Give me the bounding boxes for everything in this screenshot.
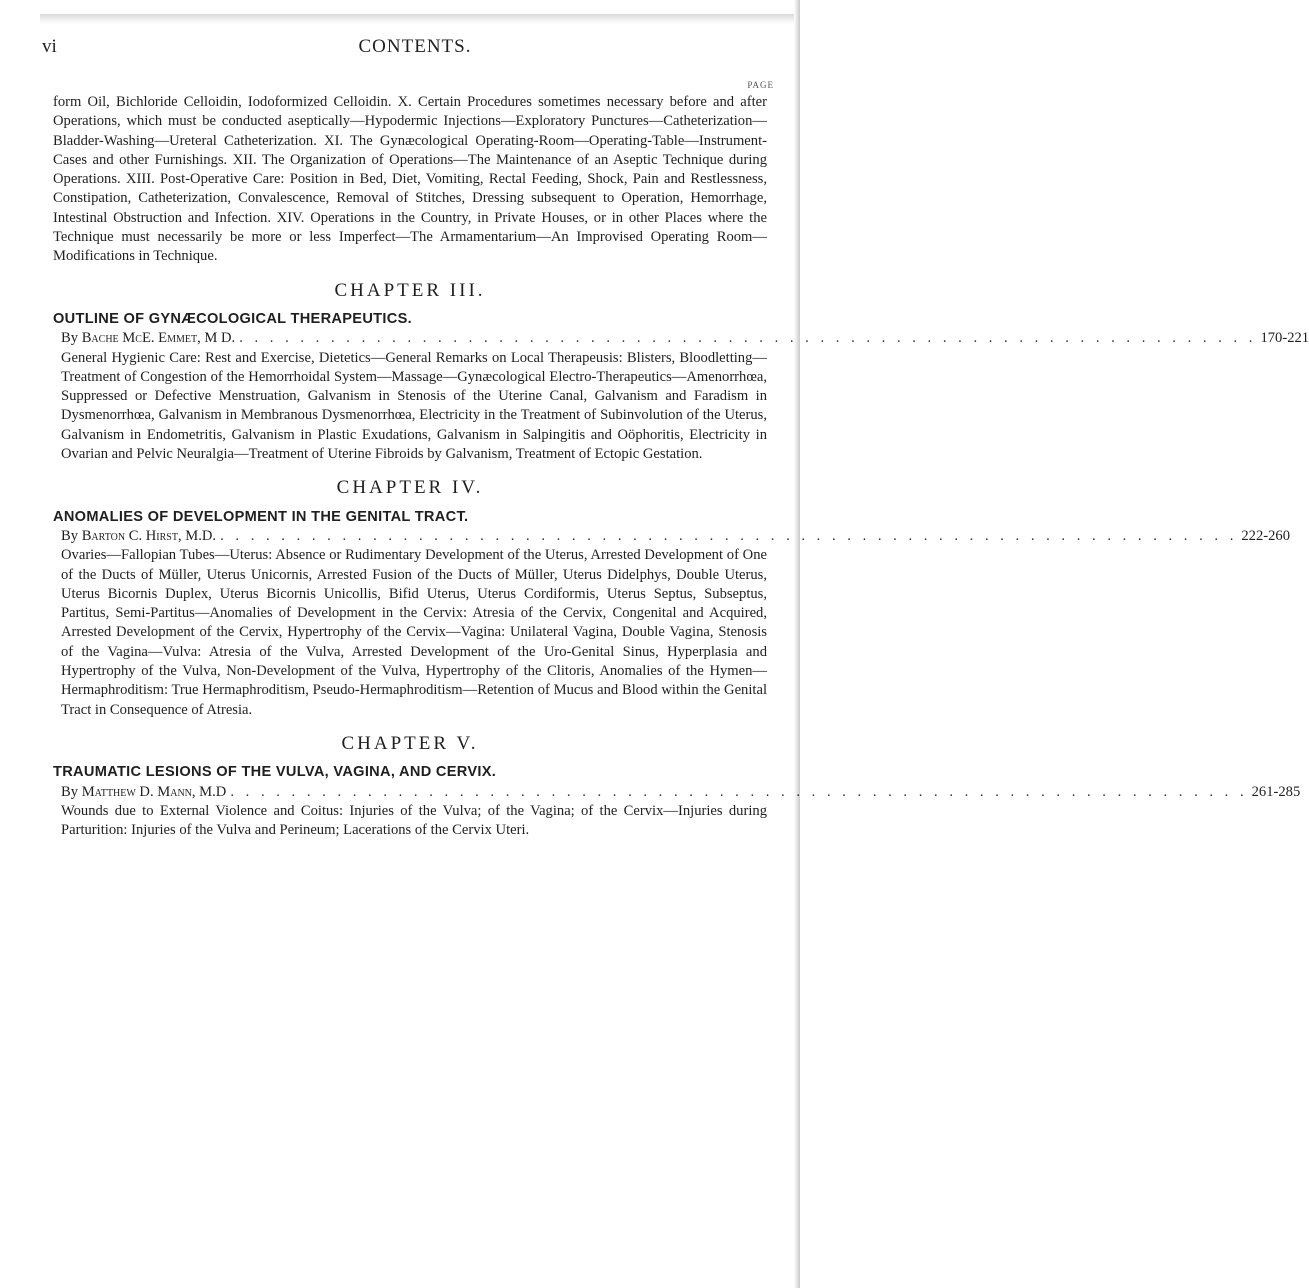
chapter-pages: 222-260 — [1241, 527, 1290, 544]
page-top-edge — [40, 14, 800, 24]
chapter-heading: CHAPTER III. — [334, 279, 486, 301]
leader-dots: . . . . . . . . . . . . . . . . . . . . . . . . . . . . . . . . . . . . . . . . . . . . . . . . . . . . . . . . . . . . . . . . . . . — [239, 330, 1257, 347]
chapter-author: Matthew D. Mann, M.D — [81, 783, 227, 800]
page-right-edge — [794, 0, 800, 1288]
leader-dots: . . . . . . . . . . . . . . . . . . . . . . . . . . . . . . . . . . . . . . . . . . . . . . . . . . . . . . . . . . . . . . . . . . . — [220, 527, 1238, 544]
leader-dots: . . . . . . . . . . . . . . . . . . . . . . . . . . . . . . . . . . . . . . . . . . . . . . . . . . . . . . . . . . . . . . . . . . . — [230, 783, 1248, 800]
byline-by: By — [61, 330, 79, 347]
chapter-3 — [53, 279, 1309, 465]
chapter-summary: Wounds due to External Violence and Coitus: Injuries of the Vulva; of the Vagina; of the Cervix—Injuries during Parturition: Injuries of the Vulva and Perineum; Lacerations of the Cervix Uteri. — [61, 802, 767, 839]
chapter-byline — [53, 783, 1301, 802]
chapter-title: ANOMALIES OF DEVELOPMENT IN THE GENITAL TRACT. — [53, 508, 469, 525]
byline-by: By — [61, 527, 79, 544]
page-number: vi — [42, 36, 57, 57]
chapter-pages: 170-221 — [1260, 330, 1309, 347]
chapter-author: Barton C. Hirst, M.D. — [81, 527, 217, 544]
chapter-4 — [53, 477, 1290, 720]
chapter-pages: 261-285 — [1251, 783, 1301, 800]
running-title: CONTENTS. — [358, 36, 472, 57]
chapter-author: Bache McE. Emmet, M D. — [81, 330, 236, 347]
chapter-heading: CHAPTER V. — [341, 732, 479, 754]
chapter-byline — [53, 329, 1309, 348]
chapter-5 — [53, 732, 1301, 840]
chapter-title: OUTLINE OF GYNÆCOLOGICAL THERAPEUTICS. — [53, 310, 412, 327]
contents-body — [53, 93, 1309, 840]
page-column-label: PAGE — [747, 80, 774, 90]
chapter-summary: Ovaries—Fallopian Tubes—Uterus: Absence or Rudimentary Development of the Uterus, Arrested Development of One of the Ducts of Müller, Uterus Unicornis, Arrested Fusion of the Ducts of Müller, Uterus Didelphys, Double Uterus, Uterus Bicornis Duplex, Uterus Bicornis Unicollis, Bifid Uterus, Uterus Cordiformis, Uterus Septus, Subseptus, Partitus, Semi-Partitus—Anomalies of Development in the Cervix: Atresia of the Cervix, Congenital and Acquired, Arrested Development of the Cervix, Hypertrophy of the Cervix—Vagina: Unilateral Vagina, Double Vagina, Stenosis of the Vagina—Vulva: Atresia of the Vulva, Arrested Development of the Uro-Genital Sinus, Hyperplasia and Hypertrophy of the Vulva, Non-Development of the Vulva, Hypertrophy of the Clitoris, Anomalies of the Hymen—Hermaphroditism: True Hermaphroditism, Pseudo-Hermaphroditism—Retention of Mucus and Blood within the Genital Tract in Consequence of Atresia. — [61, 547, 767, 718]
chapter-byline — [53, 527, 1290, 546]
chapter-heading: CHAPTER IV. — [336, 477, 484, 499]
page-header — [42, 36, 788, 66]
byline-by: By — [61, 783, 79, 800]
intro-paragraph: form Oil, Bichloride Celloidin, Iodoformized Celloidin. X. Certain Procedures sometimes necessary before and after Operations, which must be conducted aseptically—Hypodermic Injections—Exploratory Punctures—Catheterization—Bladder-Washing—Ureteral Catheterization. XI. The Gynæcological Operating-Room—Operating-Table—Instrument-Cases and other Furnishings. XII. The Organization of Operations—The Maintenance of an Aseptic Technique during Operations. XIII. Post-Operative Care: Position in Bed, Diet, Vomiting, Rectal Feeding, Shock, Pain and Restlessness, Constipation, Catheterization, Convalescence, Removal of Stitches, Dressing subsequent to Operation, Hemorrhage, Intestinal Obstruction and Infection. XIV. Operations in the Country, in Private Houses, or in other Places where the Technique must necessarily be more or less Imperfect—The Armamentarium—An Improvised Operating Room—Modifications in Technique. — [53, 94, 767, 265]
chapter-summary: General Hygienic Care: Rest and Exercise, Dietetics—General Remarks on Local Therapeusis: Blisters, Bloodletting—Treatment of Congestion of the Hemorrhoidal System—Massage—Gynæcological Electro-Therapeutics—Amenorrhœa, Suppressed or Defective Menstruation, Galvanism in Stenosis of the Uterine Canal, Galvanism and Faradism in Dysmenorrhœa, Galvanism in Membranous Dysmenorrhœa, Electricity in the Treatment of Subinvolution of the Uterus, Galvanism in Endometritis, Galvanism in Plastic Exudations, Galvanism in Salpingitis and Oöphoritis, Electricity in Ovarian and Pelvic Neuralgia—Treatment of Uterine Fibroids by Galvanism, Treatment of Ectopic Gestation. — [61, 349, 767, 463]
chapter-title: TRAUMATIC LESIONS OF THE VULVA, VAGINA, AND CERVIX. — [53, 764, 497, 781]
